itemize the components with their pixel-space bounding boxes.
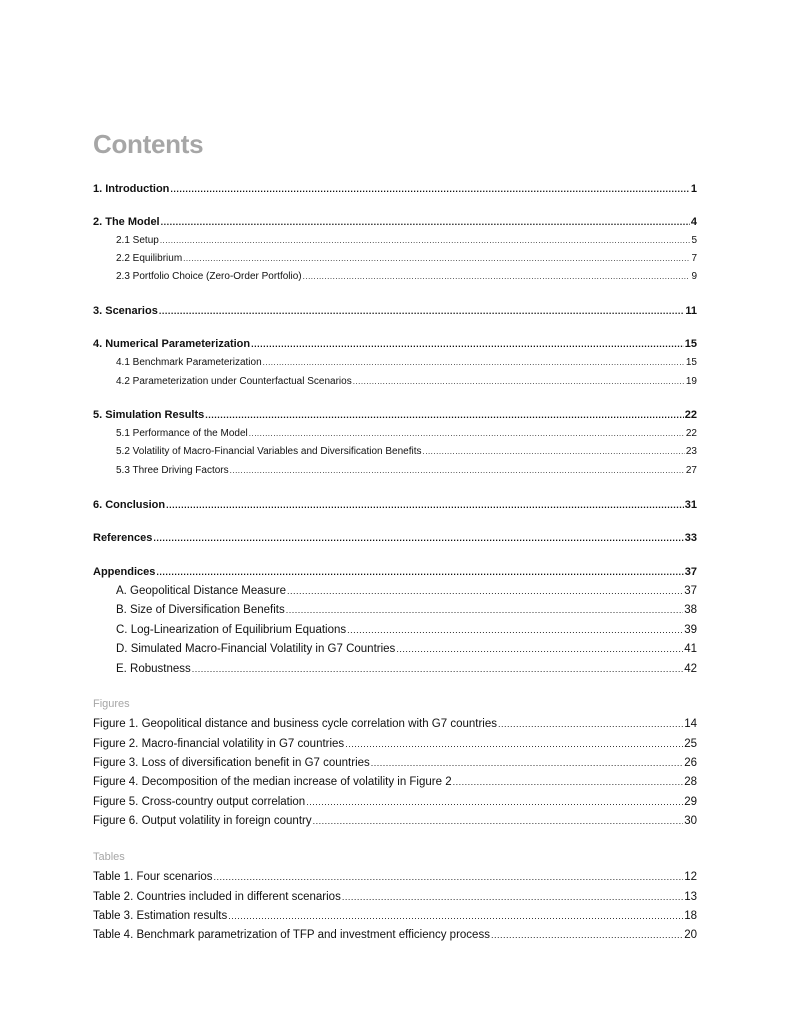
list-of-tables-entry[interactable] <box>93 908 697 924</box>
tables-heading: Tables <box>93 851 125 863</box>
toc-section-driving-factors[interactable] <box>116 463 697 479</box>
dot-leader <box>192 661 683 677</box>
toc-entry-label: E. Robustness <box>116 663 191 675</box>
toc-page-number: 33 <box>684 532 697 544</box>
dot-leader <box>347 622 683 638</box>
toc-entry-label: A. Geopolitical Distance Measure <box>116 585 287 597</box>
toc-page-number: 1 <box>690 183 697 195</box>
toc-page-number: 23 <box>685 446 697 457</box>
toc-page-number: 28 <box>684 776 697 788</box>
toc-page-number: 37 <box>684 585 697 597</box>
toc-entry-label: D. Simulated Macro-Financial Volatility in G7 Countries <box>116 643 396 655</box>
list-of-figures-entry[interactable] <box>93 794 697 810</box>
dot-leader <box>263 355 685 371</box>
dot-leader <box>303 269 691 285</box>
toc-chapter-references[interactable] <box>93 530 697 546</box>
toc-page-number: 14 <box>684 718 697 730</box>
toc-entry-label: Table 1. Four scenarios <box>93 871 213 883</box>
toc-section-model-performance[interactable] <box>116 426 697 442</box>
toc-entry-label: 5.1 Performance of the Model <box>116 428 248 439</box>
list-of-tables-entry[interactable] <box>93 927 697 943</box>
dot-leader <box>166 497 684 513</box>
dot-leader <box>342 889 683 905</box>
toc-page-number: 19 <box>685 376 697 387</box>
toc-page-number: 30 <box>684 815 697 827</box>
toc-entry-label: 2.1 Setup <box>116 235 159 246</box>
dot-leader <box>161 214 690 230</box>
toc-entry-label: 6. Conclusion <box>93 499 166 511</box>
dot-leader <box>249 426 685 442</box>
toc-page-number: 22 <box>685 428 697 439</box>
dot-leader <box>306 794 683 810</box>
toc-entry-label: 2.2 Equilibrium <box>116 253 183 264</box>
toc-entry-label: Figure 5. Cross-country output correlation <box>93 796 306 808</box>
toc-page-number: 9 <box>691 271 697 282</box>
toc-section-setup[interactable] <box>116 233 697 249</box>
toc-section-volatility[interactable] <box>116 444 697 460</box>
toc-entry-label: Appendices <box>93 566 156 578</box>
list-of-figures-entry[interactable] <box>93 813 697 829</box>
toc-page-number: 15 <box>685 357 697 368</box>
toc-page-number: 5 <box>691 235 697 246</box>
toc-chapter-scenarios[interactable] <box>93 303 697 319</box>
toc-appendix-d[interactable] <box>116 641 697 657</box>
toc-chapter-appendices[interactable] <box>93 564 697 580</box>
toc-page-number: 29 <box>684 796 697 808</box>
toc-page-number: 26 <box>684 757 697 769</box>
toc-entry-label: Figure 3. Loss of diversification benefit in G7 countries <box>93 757 370 769</box>
dot-leader <box>160 233 691 249</box>
toc-entry-label: Figure 1. Geopolitical distance and business cycle correlation with G7 countries <box>93 718 497 730</box>
toc-entry-label: 4.1 Benchmark Parameterization <box>116 357 262 368</box>
list-of-tables-entry[interactable] <box>93 889 697 905</box>
toc-page-number: 11 <box>685 305 697 317</box>
dot-leader <box>170 181 689 197</box>
dot-leader <box>183 251 690 267</box>
toc-page-number: 7 <box>691 253 697 264</box>
toc-chapter-introduction[interactable] <box>93 181 697 197</box>
toc-page-number: 12 <box>684 871 697 883</box>
dot-leader <box>251 336 684 352</box>
dot-leader <box>205 407 684 423</box>
dot-leader <box>396 641 683 657</box>
dot-leader <box>156 564 683 580</box>
toc-entry-label: Figure 6. Output volatility in foreign country <box>93 815 312 827</box>
toc-entry-label: References <box>93 532 153 544</box>
dot-leader <box>214 869 684 885</box>
toc-chapter-simulation-results[interactable] <box>93 407 697 423</box>
toc-entry-label: Figure 4. Decomposition of the median increase of volatility in Figure 2 <box>93 776 452 788</box>
toc-page-number: 22 <box>684 409 697 421</box>
toc-page-number: 13 <box>684 891 697 903</box>
dot-leader <box>353 374 685 390</box>
toc-page-number: 15 <box>684 338 697 350</box>
toc-appendix-c[interactable] <box>116 622 697 638</box>
toc-entry-label: B. Size of Diversification Benefits <box>116 604 285 616</box>
figures-heading: Figures <box>93 698 130 710</box>
list-of-figures-entry[interactable] <box>93 736 697 752</box>
dot-leader <box>159 303 685 319</box>
toc-section-counterfactual-parameterization[interactable] <box>116 374 697 390</box>
toc-page-number: 25 <box>684 738 697 750</box>
toc-entry-label: Table 4. Benchmark parametrization of TFP and investment efficiency process <box>93 929 490 941</box>
toc-entry-label: 3. Scenarios <box>93 305 158 317</box>
toc-entry-label: 5.3 Three Driving Factors <box>116 465 229 476</box>
list-of-figures-entry[interactable] <box>93 755 697 771</box>
toc-chapter-model[interactable] <box>93 214 697 230</box>
toc-page-number: 4 <box>690 216 697 228</box>
dot-leader <box>453 774 684 790</box>
toc-entry-label: 4. Numerical Parameterization <box>93 338 251 350</box>
list-of-figures-entry[interactable] <box>93 774 697 790</box>
toc-page-number: 18 <box>684 910 697 922</box>
toc-page-number: 42 <box>684 663 697 675</box>
dot-leader <box>287 583 683 599</box>
toc-page-number: 38 <box>684 604 697 616</box>
toc-appendix-b[interactable] <box>116 602 697 618</box>
dot-leader <box>228 908 683 924</box>
toc-entry-label: 5.2 Volatility of Macro-Financial Variables and Diversification Benefits <box>116 446 422 457</box>
toc-entry-label: Figure 2. Macro-financial volatility in G7 countries <box>93 738 345 750</box>
page-title: Contents <box>93 129 204 159</box>
toc-page-number: 31 <box>684 499 697 511</box>
toc-section-portfolio-choice[interactable] <box>116 269 697 285</box>
dot-leader <box>286 602 683 618</box>
toc-entry-label: 1. Introduction <box>93 183 170 195</box>
toc-entry-label: C. Log-Linearization of Equilibrium Equations <box>116 624 347 636</box>
dot-leader <box>313 813 684 829</box>
dot-leader <box>423 444 685 460</box>
toc-appendix-e[interactable] <box>116 661 697 677</box>
toc-entry-label: 2. The Model <box>93 216 160 228</box>
toc-page-number: 27 <box>685 465 697 476</box>
toc-entry-label: 2.3 Portfolio Choice (Zero-Order Portfolio) <box>116 271 302 282</box>
list-of-tables-entry[interactable] <box>93 869 697 885</box>
toc-entry-label: 4.2 Parameterization under Counterfactual Scenarios <box>116 376 352 387</box>
toc-page-number: 37 <box>684 566 697 578</box>
dot-leader <box>153 530 683 546</box>
toc-entry-label: Table 2. Countries included in different scenarios <box>93 891 341 903</box>
toc-page-number: 39 <box>684 624 697 636</box>
toc-page-number: 20 <box>684 929 697 941</box>
toc-chapter-parameterization[interactable] <box>93 336 697 352</box>
dot-leader <box>230 463 685 479</box>
list-of-figures-entry[interactable] <box>93 716 697 732</box>
toc-section-benchmark-parameterization[interactable] <box>116 355 697 371</box>
toc-appendix-a[interactable] <box>116 583 697 599</box>
dot-leader <box>371 755 683 771</box>
toc-entry-label: 5. Simulation Results <box>93 409 205 421</box>
dot-leader <box>345 736 683 752</box>
toc-page-number: 41 <box>684 643 697 655</box>
dot-leader <box>491 927 683 943</box>
toc-chapter-conclusion[interactable] <box>93 497 697 513</box>
dot-leader <box>498 716 683 732</box>
toc-section-equilibrium[interactable] <box>116 251 697 267</box>
toc-entry-label: Table 3. Estimation results <box>93 910 228 922</box>
